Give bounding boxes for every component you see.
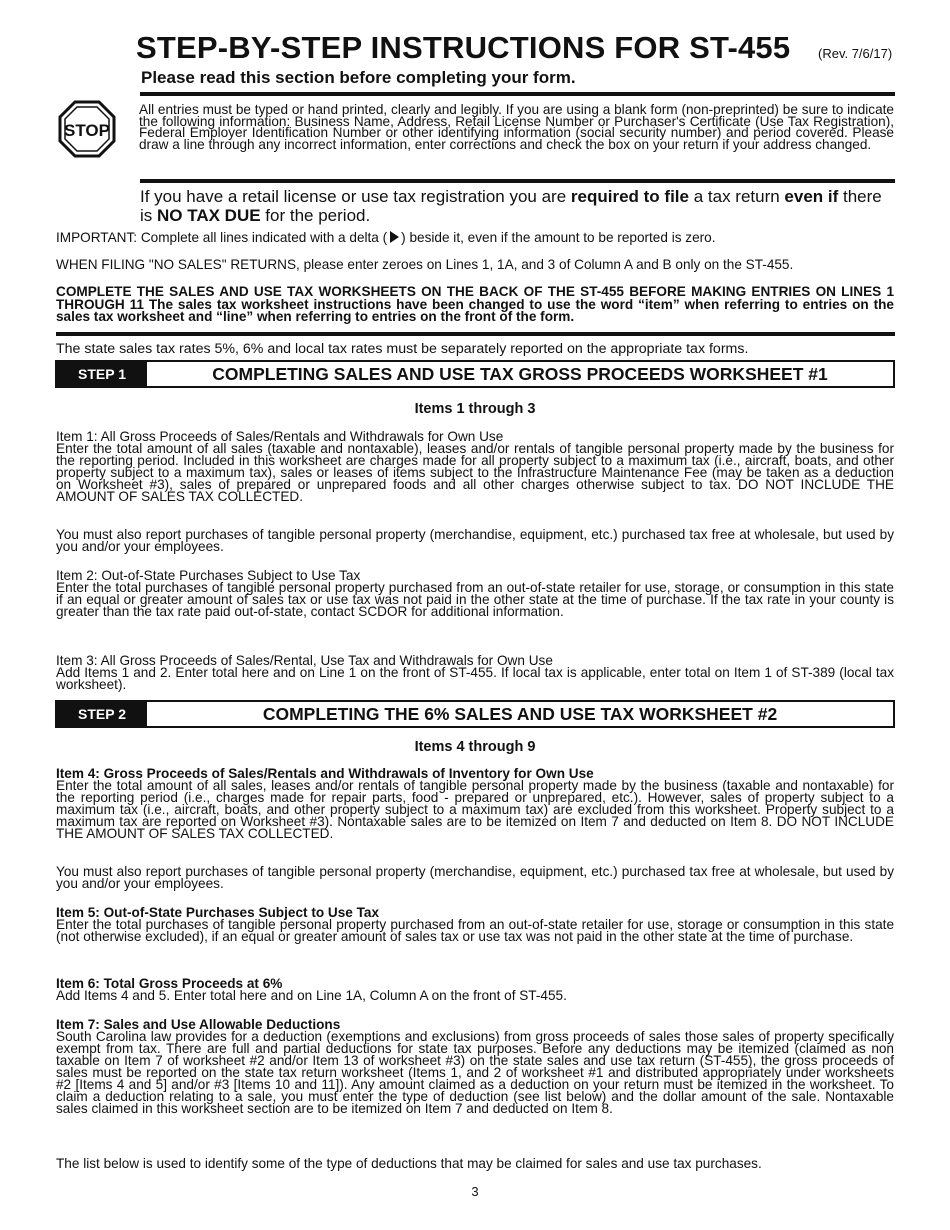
item7-heading: Item 7: Sales and Use Allowable Deductions bbox=[56, 1017, 341, 1032]
complete-worksheets-notice: COMPLETE THE SALES AND USE TAX WORKSHEETS ON THE BACK OF THE ST-455 BEFORE MAKING ENTRIES ON LINES 1 THROUGH 11 The sales tax worksheet instructions have been changed to use the word “item” when referring to entries on the sales tax worksheet and “line” when referring to entries on the front of the form. bbox=[56, 284, 894, 324]
item4 bbox=[56, 768, 894, 840]
stop-sign-label: STOP bbox=[64, 121, 110, 140]
item4-heading: Item 4: Gross Proceeds of Sales/Rentals and Withdrawals of Inventory for Own Use bbox=[56, 766, 594, 781]
divider bbox=[140, 92, 895, 96]
item5-heading: Item 5: Out-of-State Purchases Subject to Use Tax bbox=[56, 905, 380, 920]
item2 bbox=[56, 570, 894, 618]
page-title: STEP-BY-STEP INSTRUCTIONS FOR ST-455 bbox=[136, 30, 791, 65]
revision-date: (Rev. 7/6/17) bbox=[818, 46, 893, 61]
deductions-list-note: The list below is used to identify some of the type of deductions that may be claimed for sales and use tax purchases. bbox=[56, 1156, 762, 1171]
intro-paragraph: All entries must be typed or hand printed, clearly and legibly. If you are using a blank form (non-preprinted) be sure to indicate the following information: Business Name, Address, Retail License Number or Purchaser's Certificate (Use Tax Registration), Federal Employer Identification Number or other identifying information (social security number) and period covered. Please draw a line through any incorrect information, enter corrections and check the box on your return if your address changed. bbox=[139, 102, 894, 152]
item6-body: Add Items 4 and 5. Enter total here and on Line 1A, Column A on the front of ST-455. bbox=[56, 988, 567, 1003]
delta-icon bbox=[387, 230, 401, 244]
no-sales-note: WHEN FILING "NO SALES" RETURNS, please enter zeroes on Lines 1, 1A, and 3 of Column A and B only on the ST-455. bbox=[56, 257, 794, 272]
item1-extra: You must also report purchases of tangible personal property (merchandise, equipment, etc.) purchased tax free at wholesale, but used by you and/or your employees. bbox=[56, 527, 894, 554]
rates-notice: The state sales tax rates 5%, 6% and local tax rates must be separately reported on the appropriate tax forms. bbox=[56, 341, 749, 357]
stop-sign-icon bbox=[58, 100, 116, 158]
step2-header bbox=[55, 700, 895, 728]
item7 bbox=[56, 1019, 894, 1115]
required-to-file-notice: If you have a retail license or use tax registration you are required to file a tax return even if there is NO TAX DUE for the period. bbox=[140, 187, 882, 225]
important-note: IMPORTANT: Complete all lines indicated with a delta ( ) beside it, even if the amount to be reported is zero. bbox=[56, 230, 716, 245]
page-subtitle: Please read this section before completing your form. bbox=[141, 68, 576, 87]
item6-heading: Item 6: Total Gross Proceeds at 6% bbox=[56, 976, 283, 991]
step1-header bbox=[55, 360, 895, 388]
item5 bbox=[56, 907, 894, 943]
item3-body: Add Items 1 and 2. Enter total here and on Line 1 on the front of ST-455. If local tax is applicable, enter total on Item 1 of ST-389 (local tax worksheet). bbox=[56, 665, 894, 692]
page-number: 3 bbox=[471, 1184, 479, 1199]
step1-title: COMPLETING SALES AND USE TAX GROSS PROCEEDS WORKSHEET #1 bbox=[212, 364, 828, 384]
step2-tag: STEP 2 bbox=[57, 702, 147, 726]
item1 bbox=[56, 431, 894, 503]
item6 bbox=[56, 978, 894, 1002]
step2-items-heading: Items 4 through 9 bbox=[414, 739, 536, 755]
item1-body: Enter the total amount of all sales (taxable and nontaxable), leases and/or rentals of tangible personal property made by the business for the reporting period. Included in this worksheet are charges made for all property subject to a maximum tax (i.e., aircraft, boats, and other property subject to a maximum tax), sales or leases of items subject to the Infrastructure Maintenance Fee (may be taken as a deduction on Worksheet #3), sales of prepared or unprepared foods and all other charges otherwise subject to tax. DO NOT INCLUDE THE AMOUNT OF SALES TAX COLLECTED. bbox=[56, 441, 894, 504]
item5-body: Enter the total purchases of tangible personal property purchased from an out-of-state retailer for use, storage or consumption in this state (not otherwise excluded), if an equal or greater amount of sales tax or use tax was not paid in the other state at the time of purchase. bbox=[56, 917, 894, 944]
item1-heading: Item 1: All Gross Proceeds of Sales/Rentals and Withdrawals for Own Use bbox=[56, 429, 504, 444]
item4-body: Enter the total amount of all sales, leases and/or rentals of tangible personal property made by the business (taxable and nontaxable) for the reporting period (i.e., charges made for repair parts, food - prepared or unprepared, etc.). However, sales of property subject to a maximum tax (i.e., aircraft, boats, and other property subject to a maximum tax) are excluded from this worksheet. Property subject to a maximum tax are reported on Worksheet #3). Nontaxable sales are to be itemized on Item 7 and deducted on Item 8. DO NOT INCLUDE THE AMOUNT OF SALES TAX COLLECTED. bbox=[56, 778, 894, 841]
item2-body: Enter the total purchases of tangible personal property purchased from an out-of-state retailer for use, storage, or consumption in this state if an equal or greater amount of sales tax or use tax was not paid in the other state at the time of purchase. If the tax rate in your county is greater than the tax rate paid out-of-state, contact SCDOR for additional information. bbox=[56, 580, 894, 619]
item4-extra: You must also report purchases of tangible personal property (merchandise, equipment, etc.) purchased tax free at wholesale, but used by you and/or your employees. bbox=[56, 864, 894, 891]
item3-heading: Item 3: All Gross Proceeds of Sales/Rental, Use Tax and Withdrawals for Own Use bbox=[56, 653, 553, 668]
item7-body: South Carolina law provides for a deduction (exemptions and exclusions) from gross proceeds of sales those sales of property specifically exempt from tax. There are full and partial deductions for state tax purposes. Before any deductions may be itemized (claimed as non taxable on Item 7 of worksheet #2 and/or Item 13 of worksheet #3) on the state sales and use tax return (ST-455), the gross proceeds of sales must be reported on the state tax return worksheet (Items 1, and 2 of worksheet #1 and distributed appropriately under worksheets #2 [Items 4 and 5] and/or #3 [Items 10 and 11]). Any amount claimed as a deduction on your return must be itemized in the worksheet. To claim a deduction relating to a sale, you must enter the type of deduction (see list below) and the dollar amount of the sale. Nontaxable sales claimed in this worksheet section are to be itemized on Item 7 and deducted on Item 8. bbox=[56, 1029, 894, 1116]
divider bbox=[56, 332, 895, 336]
step1-items-heading: Items 1 through 3 bbox=[414, 401, 536, 417]
item3 bbox=[56, 655, 894, 691]
item2-heading: Item 2: Out-of-State Purchases Subject to Use Tax bbox=[56, 568, 361, 583]
step1-tag: STEP 1 bbox=[57, 362, 147, 386]
step2-title: COMPLETING THE 6% SALES AND USE TAX WORKSHEET #2 bbox=[262, 704, 778, 724]
divider bbox=[140, 179, 895, 183]
